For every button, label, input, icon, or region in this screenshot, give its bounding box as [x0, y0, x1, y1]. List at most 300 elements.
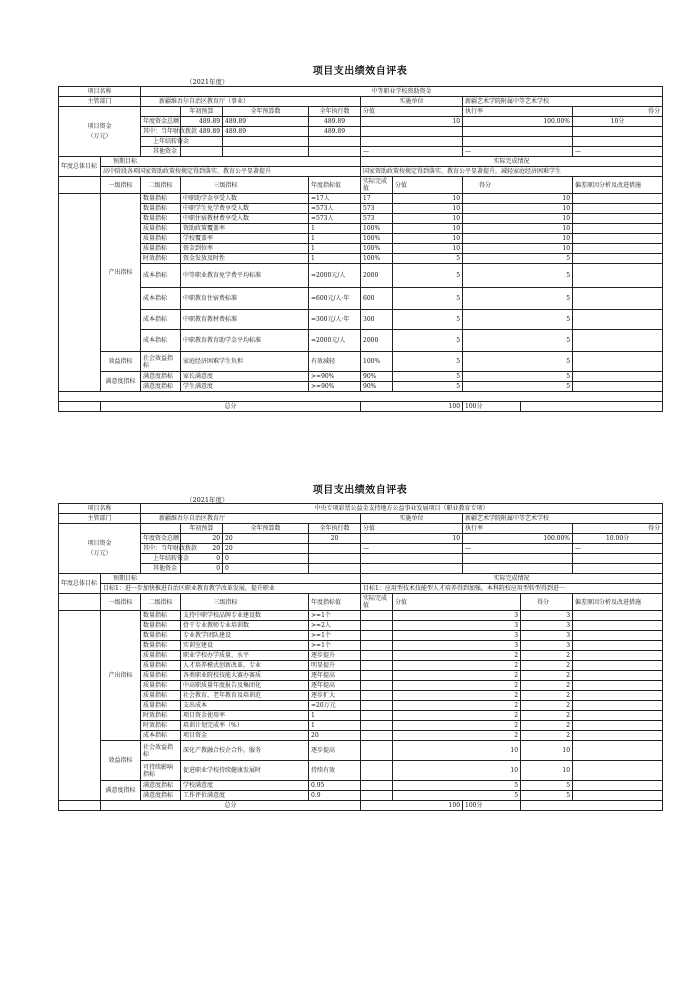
indicator-level3: 资金到位率: [181, 244, 309, 254]
indicator-row: [59, 731, 663, 741]
indicator-score: 3: [521, 611, 573, 621]
indicator-row: [59, 254, 663, 264]
indicator-target: 逐年提高: [309, 681, 361, 691]
indicator-score: 2: [521, 691, 573, 701]
category-label: 产出指标: [101, 611, 141, 741]
blank-cell: [309, 554, 361, 564]
indicator-points: 5: [393, 352, 463, 372]
blank-cell: [59, 194, 101, 392]
indicator-row: [59, 701, 663, 711]
h-lvl1: 一级指标: [101, 177, 141, 194]
r-other: 其他资金: [141, 147, 181, 157]
indicator-score: 10: [463, 224, 573, 234]
form-2-title: 项目支出绩效自评表: [312, 485, 408, 496]
blank-cell: [361, 127, 463, 137]
total-full: 20: [223, 534, 309, 544]
h-got: 得分: [521, 594, 573, 611]
total-get: 10分: [573, 117, 663, 127]
indicator-reason: [573, 671, 663, 681]
blank-cell: [309, 137, 361, 147]
indicator-target: =600元/人·年: [309, 288, 361, 310]
indicator-score: 10: [463, 234, 573, 244]
dept: 新疆维吾尔自治区教育厅（事业）: [141, 97, 361, 107]
indicator-level2: 质量指标: [141, 691, 181, 701]
indicator-actual: [361, 741, 393, 761]
indicator-row: [59, 234, 663, 244]
blank-cell: [59, 611, 101, 801]
indicator-level2: 质量指标: [141, 224, 181, 234]
indicator-reason: [573, 721, 663, 731]
indicator-row: [59, 288, 663, 310]
indicator-actual: [361, 631, 393, 641]
indicator-level3: 学生满意度: [181, 382, 309, 392]
h-score-col: 分值: [361, 107, 463, 117]
total-get: 10.00分: [573, 534, 663, 544]
indicator-reason: [573, 661, 663, 671]
indicator-actual: 100%: [361, 234, 393, 244]
indicator-target: =20万元: [309, 701, 361, 711]
h-full-budget: 全年预算数: [223, 107, 309, 117]
blank-cell: [573, 554, 663, 564]
actual-goal: 目标1：应用型技术技能型人才培养得到加强，本科院校应用型转型得到进一: [361, 584, 663, 594]
indicator-level3: 中职教育教育助学金平均标准: [181, 330, 309, 352]
indicator-row: [59, 631, 663, 641]
blank-cell: [309, 564, 361, 574]
indicator-row: [59, 781, 663, 791]
blank-cell: [361, 554, 463, 564]
indicator-actual: 100%: [361, 254, 393, 264]
label-unit: 实施单位: [361, 514, 463, 524]
h-year-budget: 年初预算: [181, 107, 223, 117]
form-2-indicator-rows: [59, 611, 663, 801]
indicator-reason: [573, 234, 663, 244]
indicator-row: [59, 741, 663, 761]
h-rate: 执行率: [463, 107, 573, 117]
h-lvl1: 一级指标: [101, 594, 141, 611]
h-points: 分值: [393, 177, 463, 194]
blank-cell: [59, 594, 101, 611]
indicator-level3: 资助政策覆盖率: [181, 224, 309, 234]
indicator-score: 5: [463, 382, 573, 392]
indicator-reason: [573, 372, 663, 382]
indicator-actual: 17: [361, 194, 393, 204]
indicator-points: 2: [393, 661, 521, 671]
indicator-level2: 质量指标: [141, 661, 181, 671]
indicator-points: 5: [393, 310, 463, 330]
indicator-row: [59, 691, 663, 701]
indicator-points: 10: [393, 244, 463, 254]
indicator-score: 5: [463, 310, 573, 330]
label-overall: 年度总体目标: [59, 157, 101, 177]
indicator-row: [59, 651, 663, 661]
r-total: 年度资金总额: [141, 117, 181, 127]
label-funds-text: 项目资金 （万元）: [87, 539, 112, 557]
label-overall: 年度总体目标: [59, 574, 101, 594]
r-other: 其他资金: [141, 564, 181, 574]
indicator-actual: 573: [361, 214, 393, 224]
total-full: 489.89: [223, 117, 309, 127]
indicator-target: 1: [309, 224, 361, 234]
project-name: 中央专项彩票公益金支持地方公益事业发展项目（职业教育专项）: [141, 504, 663, 514]
h-lvl3: 三级指标: [181, 177, 309, 194]
blank-cell: [573, 127, 663, 137]
indicator-actual: 2000: [361, 264, 393, 288]
indicator-level2: 可持续影响指标: [141, 761, 181, 781]
indicator-points: 10: [393, 761, 521, 781]
indicator-points: 3: [393, 611, 521, 621]
h-actual-val: 实际完成值: [361, 594, 393, 611]
h-year-budget: 年初预算: [181, 524, 223, 534]
indicator-level2: 时效指标: [141, 254, 181, 264]
indicator-score: 2: [521, 671, 573, 681]
total-year: 20: [181, 534, 223, 544]
indicator-score: 5: [463, 372, 573, 382]
indicator-points: 5: [393, 382, 463, 392]
indicator-level3: 实训室建设: [181, 641, 309, 651]
indicator-row: [59, 761, 663, 781]
indicator-target: =573人: [309, 214, 361, 224]
indicator-level3: 工作评价满意度: [181, 791, 309, 801]
fiscal-full: 489.89: [223, 127, 309, 137]
indicator-target: >=1个: [309, 641, 361, 651]
category-label: 效益指标: [101, 741, 141, 781]
total-exec: 489.89: [309, 117, 361, 127]
indicator-points: 5: [393, 264, 463, 288]
indicator-actual: 100%: [361, 244, 393, 254]
fiscal-full: 20: [223, 544, 309, 554]
indicator-level2: 成本指标: [141, 310, 181, 330]
indicator-level3: 深化产教融合校企合作，服务: [181, 741, 309, 761]
indicator-level2: 质量指标: [141, 244, 181, 254]
indicator-reason: [573, 382, 663, 392]
indicator-row: [59, 244, 663, 254]
indicator-target: 逐年提高: [309, 671, 361, 681]
indicator-reason: [573, 701, 663, 711]
fiscal-exec: 489.89: [309, 127, 361, 137]
h-exec: 全年执行数: [309, 107, 361, 117]
total-rate: 100.00%: [463, 117, 573, 127]
indicator-level3: 家庭经济困难学生负担: [181, 352, 309, 372]
indicator-level2: 质量指标: [141, 234, 181, 244]
indicator-actual: 2000: [361, 330, 393, 352]
indicator-row: [59, 224, 663, 234]
blank-cell: [309, 544, 361, 554]
blank-cell: [361, 137, 463, 147]
indicator-row: [59, 310, 663, 330]
dash-2: —: [463, 147, 573, 157]
h-score-col: 分值: [361, 524, 463, 534]
indicator-row: [59, 264, 663, 288]
indicator-level3: 中高职质量年度报告及集团化: [181, 681, 309, 691]
indicator-score: 3: [521, 621, 573, 631]
r-fiscal: 其中：当年财政拨款: [141, 127, 181, 137]
indicator-row: [59, 204, 663, 214]
indicator-target: 持续有效: [309, 761, 361, 781]
indicator-row: [59, 611, 663, 621]
indicator-actual: 100%: [361, 352, 393, 372]
indicator-reason: [573, 288, 663, 310]
indicator-points: 3: [393, 621, 521, 631]
indicator-score: 5: [463, 330, 573, 352]
indicator-score: 2: [521, 731, 573, 741]
r-carry: 上年结转资金: [141, 554, 181, 564]
indicator-points: 10: [393, 204, 463, 214]
indicator-reason: [573, 224, 663, 234]
indicator-target: =300元/人·年: [309, 310, 361, 330]
indicator-target: =573人: [309, 204, 361, 214]
indicator-points: 3: [393, 641, 521, 651]
indicator-row: [59, 681, 663, 691]
sum-got: 100分: [463, 801, 521, 811]
indicator-row: [59, 711, 663, 721]
blank-cell: [463, 127, 573, 137]
indicator-row: [59, 791, 663, 801]
indicator-reason: [573, 641, 663, 651]
blank-cell: [181, 147, 223, 157]
indicator-actual: [361, 781, 393, 791]
indicator-level2: 时效指标: [141, 721, 181, 731]
indicator-reason: [573, 310, 663, 330]
indicator-score: 10: [463, 204, 573, 214]
indicator-level2: 质量指标: [141, 681, 181, 691]
indicator-target: 0.95: [309, 781, 361, 791]
dash-2: —: [463, 544, 573, 554]
indicator-actual: [361, 621, 393, 631]
indicator-points: 3: [393, 631, 521, 641]
indicator-score: 2: [521, 661, 573, 671]
indicator-actual: [361, 681, 393, 691]
form-1-table: [58, 86, 663, 412]
blank-cell: [463, 564, 573, 574]
indicator-level3: 中职学生免学费享受人数: [181, 204, 309, 214]
blank-cell: [573, 137, 663, 147]
total-exec: 20: [309, 534, 361, 544]
form-1: [58, 62, 662, 447]
indicator-target: 1: [309, 244, 361, 254]
indicator-target: =2000元/人: [309, 330, 361, 352]
h-reason: 偏差原因分析及改进措施: [573, 177, 663, 194]
indicator-level3: 中职住宿教材费享受人数: [181, 214, 309, 224]
form-1-year: （2021年度）: [186, 78, 229, 86]
indicator-level3: 中职教育教材费标准: [181, 310, 309, 330]
indicator-row: [59, 372, 663, 382]
indicator-level3: 各类职业院校技能大赛办赛质: [181, 671, 309, 681]
expected-goal: 高中阶段各项国家资助政策按规定得到落实，教育公平显著提升: [101, 167, 361, 177]
indicator-target: =17人: [309, 194, 361, 204]
indicator-level2: 数量指标: [141, 621, 181, 631]
h-expected: 预期目标: [101, 157, 361, 167]
indicator-level3: 支持中职学校品牌专业建设数: [181, 611, 309, 621]
h-actual: 实际完成情况: [361, 157, 663, 167]
indicator-actual: [361, 701, 393, 711]
indicator-points: 10: [393, 224, 463, 234]
indicator-points: 2: [393, 651, 521, 661]
indicator-target: 1: [309, 711, 361, 721]
indicator-score: 10: [521, 741, 573, 761]
indicator-score: 3: [521, 641, 573, 651]
indicator-target: >=1个: [309, 611, 361, 621]
indicator-reason: [573, 791, 663, 801]
form-2-table: [58, 503, 663, 811]
r-carry: 上年结转资金: [141, 137, 181, 147]
total-year: 489.89: [181, 117, 223, 127]
label-funds: [59, 524, 141, 574]
indicator-target: >=90%: [309, 382, 361, 392]
h-get: 得分: [573, 524, 663, 534]
indicator-score: 2: [521, 721, 573, 731]
indicator-level2: 社会效益指标: [141, 741, 181, 761]
blank-cell: [59, 392, 663, 402]
carry-full: 0: [223, 554, 309, 564]
form-2-year: （2021年度）: [186, 496, 229, 504]
indicator-reason: [573, 214, 663, 224]
blank-cell: [141, 524, 181, 534]
h-exec: 全年执行数: [309, 524, 361, 534]
h-lvl2: 二级指标: [141, 177, 181, 194]
indicator-target: 逐步扩大: [309, 691, 361, 701]
label-dept: 主管部门: [59, 97, 141, 107]
h-actual-val: 实际完成值: [361, 177, 393, 194]
category-label: 效益指标: [101, 352, 141, 372]
indicator-level3: 家长满意度: [181, 372, 309, 382]
h-points: 分值: [393, 594, 521, 611]
indicator-target: 1: [309, 721, 361, 731]
indicator-row: [59, 721, 663, 731]
indicator-actual: [361, 711, 393, 721]
indicator-level3: 资金发放及时性: [181, 254, 309, 264]
form-1-indicator-rows: [59, 194, 663, 392]
indicator-score: 2: [521, 711, 573, 721]
indicator-level2: 满意度指标: [141, 781, 181, 791]
indicator-row: [59, 661, 663, 671]
total-score: 10: [361, 117, 463, 127]
sum-label: 总分: [101, 801, 361, 811]
indicator-level2: 成本指标: [141, 330, 181, 352]
actual-goal: 国家资助政策按规定得到落实，教育公平显著提升，减轻家庭经济困难学生: [361, 167, 663, 177]
indicator-score: 5: [463, 352, 573, 372]
indicator-target: 有效减轻: [309, 352, 361, 372]
indicator-reason: [573, 264, 663, 288]
indicator-reason: [573, 352, 663, 372]
indicator-level2: 满意度指标: [141, 791, 181, 801]
form-1-title: 项目支出绩效自评表: [312, 66, 408, 77]
blank-cell: [59, 402, 101, 412]
h-lvl2: 二级指标: [141, 594, 181, 611]
expected-goal: 目标1：进一步加快推进自治区职业教育教学改革发展，提升职业: [101, 584, 361, 594]
indicator-level2: 数量指标: [141, 204, 181, 214]
indicator-reason: [573, 244, 663, 254]
indicator-score: 2: [521, 681, 573, 691]
indicator-level3: 职业学校办学质量、水平: [181, 651, 309, 661]
indicator-level2: 数量指标: [141, 214, 181, 224]
indicator-level3: 中等职业教育免学费平均标准: [181, 264, 309, 288]
label-unit: 实施单位: [361, 97, 463, 107]
indicator-level2: 数量指标: [141, 641, 181, 651]
indicator-score: 5: [463, 288, 573, 310]
indicator-target: 1: [309, 234, 361, 244]
indicator-actual: [361, 611, 393, 621]
blank-cell: [573, 564, 663, 574]
indicator-points: 2: [393, 711, 521, 721]
indicator-score: 5: [521, 791, 573, 801]
indicator-actual: [361, 691, 393, 701]
indicator-actual: [361, 651, 393, 661]
indicator-reason: [573, 631, 663, 641]
h-reason: 偏差原因分析及改进措施: [573, 594, 663, 611]
indicator-target: 20: [309, 731, 361, 741]
indicator-level3: 学校满意度: [181, 781, 309, 791]
indicator-actual: 300: [361, 310, 393, 330]
indicator-points: 5: [393, 288, 463, 310]
indicator-reason: [573, 204, 663, 214]
indicator-reason: [573, 731, 663, 741]
sum-pts: 100: [361, 801, 463, 811]
category-label: 满意度指标: [101, 781, 141, 801]
indicator-target: 明显提升: [309, 661, 361, 671]
indicator-target: >=90%: [309, 372, 361, 382]
category-label: 产出指标: [101, 194, 141, 352]
total-rate: 100.00%: [463, 534, 573, 544]
indicator-actual: [361, 761, 393, 781]
indicator-row: [59, 382, 663, 392]
indicator-row: [59, 641, 663, 651]
indicator-points: 5: [393, 330, 463, 352]
blank-cell: [141, 107, 181, 117]
dept: 新疆维吾尔自治区教育厅: [141, 514, 361, 524]
indicator-points: 5: [393, 372, 463, 382]
indicator-level2: 质量指标: [141, 701, 181, 711]
indicator-level3: 骨干专业教师专业培训数: [181, 621, 309, 631]
indicator-target: =2000元/人: [309, 264, 361, 288]
h-target: 年度指标值: [309, 594, 361, 611]
indicator-points: 5: [393, 791, 521, 801]
indicator-row: [59, 214, 663, 224]
indicator-score: 10: [463, 194, 573, 204]
indicator-target: 逐步提升: [309, 651, 361, 661]
indicator-points: 10: [393, 234, 463, 244]
indicator-level2: 社会效益指标: [141, 352, 181, 372]
indicator-points: 10: [393, 741, 521, 761]
indicator-row: [59, 352, 663, 372]
h-lvl3: 三级指标: [181, 594, 309, 611]
form-2: [58, 481, 662, 871]
sum-got: 100分: [463, 402, 521, 412]
indicator-level3: 支出成本: [181, 701, 309, 711]
blank-cell: [309, 147, 361, 157]
indicator-score: 2: [521, 651, 573, 661]
indicator-actual: 573: [361, 204, 393, 214]
indicator-points: 10: [393, 214, 463, 224]
indicator-level3: 中职教育住宿费标准: [181, 288, 309, 310]
sum-pts: 100: [361, 402, 463, 412]
project-name: 中等职业学校资助资金: [141, 87, 663, 97]
indicator-actual: [361, 671, 393, 681]
indicator-level2: 数量指标: [141, 631, 181, 641]
indicator-points: 2: [393, 731, 521, 741]
other-full: 0: [223, 564, 309, 574]
indicator-actual: [361, 641, 393, 651]
indicator-score: 5: [463, 264, 573, 288]
indicator-points: 2: [393, 701, 521, 711]
indicator-actual: [361, 791, 393, 801]
indicator-level3: 专业教学团队建设: [181, 631, 309, 641]
r-total: 年度资金总额: [141, 534, 181, 544]
indicator-points: 2: [393, 671, 521, 681]
indicator-reason: [573, 254, 663, 264]
indicator-points: 2: [393, 681, 521, 691]
indicator-actual: 100%: [361, 224, 393, 234]
indicator-actual: 90%: [361, 372, 393, 382]
